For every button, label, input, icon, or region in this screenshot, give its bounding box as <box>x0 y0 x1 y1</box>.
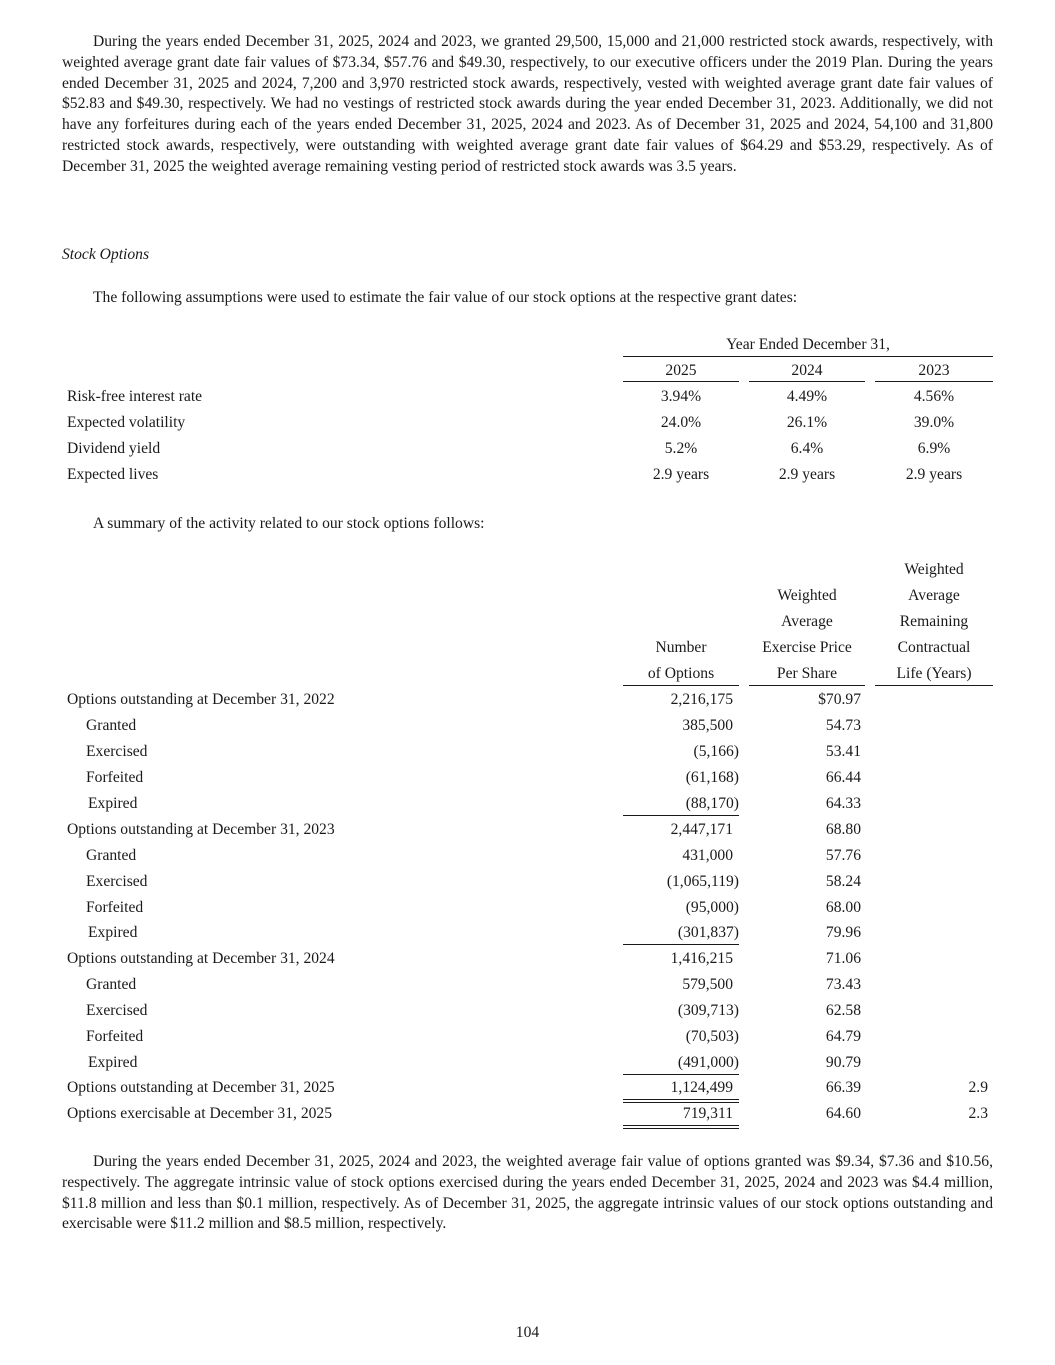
assumptions-group-header: Year Ended December 31, <box>726 336 890 353</box>
year-header: 2024 <box>791 362 823 379</box>
price-value: 68.80 <box>825 821 861 838</box>
stock-options-heading: Stock Options <box>62 246 150 263</box>
price-value: 90.79 <box>825 1054 861 1071</box>
year-header: 2023 <box>918 362 950 379</box>
price-value: 64.79 <box>825 1028 861 1045</box>
price-col-header: Average <box>781 613 833 630</box>
price-value: 64.60 <box>825 1105 861 1122</box>
assumption-value: 4.49% <box>786 388 828 405</box>
assumption-value: 2.9 years <box>778 466 836 483</box>
price-col-header: Exercise Price <box>762 639 852 656</box>
options-value: 385,500 <box>682 717 733 734</box>
life-col-header: Contractual <box>897 639 971 656</box>
activity-row-label: Options outstanding at December 31, 2022 <box>67 691 335 708</box>
price-value: 62.58 <box>825 1002 861 1019</box>
restricted-stock-paragraph: During the years ended December 31, 2025, 2024 and 2023, we granted 29,500, 15,000 and 21,000 restricted stock awards, respectively, with weighted average grant date fair values of $73.34, $57.76 and $49.30, respectively, to our executive officers under the 2019 Plan. During the years ended December 31, 2025 and 2024, 7,200 and 3,970 restricted stock awards, respectively, vested with weighted average grant date fair values of $52.83 and $49.30, respectively. We had no vestings of restricted stock awards during the year ended December 31, 2023. Additionally, we did not have any forfeitures during each of the years ended December 31, 2025, 2024 and 2023. As of December 31, 2025 and 2024, 54,100 and 31,800 restricted stock awards, respectively, were outstanding with weighted average grant date fair values of $64.29 and $53.29, respectively. As of December 31, 2025 the weighted average remaining vesting period of restricted stock awards was 3.5 years. <box>62 33 993 175</box>
activity-row-label: Granted <box>86 847 137 864</box>
life-value: 2.9 <box>968 1079 988 1096</box>
price-value: 73.43 <box>825 976 861 993</box>
assumption-value: 24.0% <box>660 414 702 431</box>
activity-row-label: Forfeited <box>86 899 144 916</box>
price-value: 53.41 <box>825 743 861 760</box>
assumption-value: 2.9 years <box>905 466 963 483</box>
summary-intro: A summary of the activity related to our stock options follows: <box>93 515 485 532</box>
options-value: (5,166) <box>693 743 739 760</box>
options-value: 431,000 <box>682 847 733 864</box>
price-value: 58.24 <box>825 873 861 890</box>
activity-row-label: Granted <box>86 976 137 993</box>
life-col-header: Life (Years) <box>896 665 972 682</box>
assumption-value: 26.1% <box>786 414 828 431</box>
options-value: (88,170) <box>685 795 739 812</box>
options-value: 1,416,215 <box>670 950 733 967</box>
options-value: (70,503) <box>685 1028 739 1045</box>
options-value: (301,837) <box>677 924 739 941</box>
header-rule <box>623 685 739 686</box>
activity-row-label: Options outstanding at December 31, 2025 <box>67 1079 335 1096</box>
options-value: 2,216,175 <box>670 691 733 708</box>
double-rule-bottom <box>623 1128 739 1129</box>
life-value: 2.3 <box>968 1105 988 1122</box>
assumption-value: 4.56% <box>913 388 955 405</box>
assumption-value: 6.4% <box>790 440 824 457</box>
life-col-header: Average <box>908 587 960 604</box>
assumption-value: 2.9 years <box>652 466 710 483</box>
double-rule-top <box>623 1099 739 1100</box>
activity-row-label: Expired <box>88 795 138 812</box>
assumption-value: 6.9% <box>917 440 951 457</box>
subtotal-rule <box>623 815 739 816</box>
assumption-value: 5.2% <box>664 440 698 457</box>
price-value: 71.06 <box>825 950 861 967</box>
group-header-rule <box>623 356 993 357</box>
assumption-label: Expected lives <box>67 466 159 483</box>
year-header: 2025 <box>665 362 697 379</box>
activity-row-label: Options outstanding at December 31, 2023 <box>67 821 335 838</box>
price-value: 57.76 <box>825 847 861 864</box>
options-value: (309,713) <box>677 1002 739 1019</box>
price-value: 66.39 <box>825 1079 861 1096</box>
year-header-rule <box>623 381 739 382</box>
activity-row-label: Options exercisable at December 31, 2025 <box>67 1105 333 1122</box>
options-col-header: of Options <box>647 665 715 682</box>
activity-row-label: Expired <box>88 1054 138 1071</box>
life-col-header: Weighted <box>904 561 964 578</box>
activity-row-label: Expired <box>88 924 138 941</box>
activity-row-label: Granted <box>86 717 137 734</box>
life-col-header: Remaining <box>899 613 969 630</box>
page-number: 104 <box>515 1324 540 1341</box>
price-value: 64.33 <box>825 795 861 812</box>
year-header-rule <box>749 381 865 382</box>
header-rule <box>875 685 993 686</box>
price-value: 54.73 <box>825 717 861 734</box>
price-col-header: Weighted <box>777 587 837 604</box>
subtotal-rule <box>623 944 739 945</box>
options-value: 579,500 <box>682 976 733 993</box>
assumption-label: Risk-free interest rate <box>67 388 203 405</box>
price-value: 68.00 <box>825 899 861 916</box>
activity-row-label: Forfeited <box>86 1028 144 1045</box>
assumption-label: Expected volatility <box>67 414 186 431</box>
double-rule-bottom <box>623 1102 739 1103</box>
assumption-value: 39.0% <box>913 414 955 431</box>
activity-row-label: Exercised <box>86 743 148 760</box>
double-rule-top <box>623 1125 739 1126</box>
options-col-header: Number <box>655 639 707 656</box>
price-value: 66.44 <box>825 769 861 786</box>
price-value: 79.96 <box>825 924 861 941</box>
year-header-rule <box>875 381 993 382</box>
options-value: (1,065,119) <box>666 873 739 890</box>
header-rule <box>749 685 865 686</box>
activity-row-label: Forfeited <box>86 769 144 786</box>
options-value: 719,311 <box>682 1105 733 1122</box>
fair-value-paragraph: During the years ended December 31, 2025, 2024 and 2023, the weighted average fair value of options granted was $9.34, $7.36 and $10.56, respectively. The aggregate intrinsic value of stock options exercised during the years ended December 31, 2025, 2024 and 2023 was $4.4 million, $11.8 million and less than $0.1 million, respectively. As of December 31, 2025, the aggregate intrinsic values of our stock options outstanding and exercisable were $11.2 million and $8.5 million, respectively. <box>62 1153 993 1233</box>
options-value: 1,124,499 <box>670 1079 733 1096</box>
options-value: (95,000) <box>685 899 739 916</box>
options-value: (491,000) <box>677 1054 739 1071</box>
activity-row-label: Exercised <box>86 873 148 890</box>
assumption-label: Dividend yield <box>67 440 161 457</box>
activity-row-label: Exercised <box>86 1002 148 1019</box>
activity-row-label: Options outstanding at December 31, 2024 <box>67 950 335 967</box>
price-value: $70.97 <box>818 691 861 708</box>
price-col-header: Per Share <box>776 665 838 682</box>
assumptions-intro: The following assumptions were used to estimate the fair value of our stock options at the respective grant dates: <box>93 289 798 306</box>
subtotal-rule <box>623 1074 739 1075</box>
options-value: (61,168) <box>685 769 739 786</box>
assumption-value: 3.94% <box>660 388 702 405</box>
options-value: 2,447,171 <box>670 821 733 838</box>
